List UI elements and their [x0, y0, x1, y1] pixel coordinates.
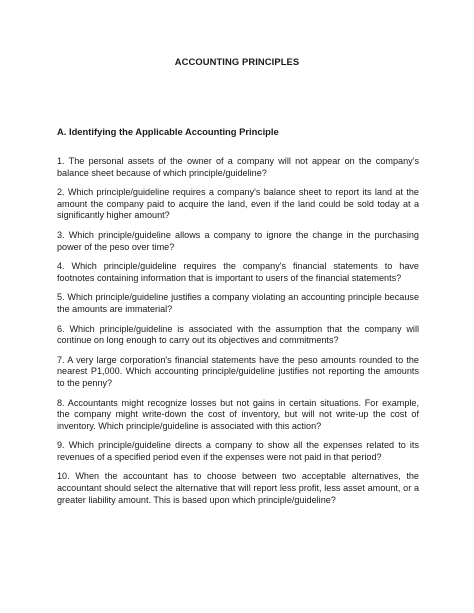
question-3: 3. Which principle/guideline allows a company to ignore the change in the purchasing power of the peso over time?	[57, 229, 419, 252]
document-title: ACCOUNTING PRINCIPLES	[174, 56, 300, 67]
section-heading: A. Identifying the Applicable Accounting Principle	[57, 126, 279, 137]
question-1: 1. The personal assets of the owner of a company will not appear on the company's balance sheet because of which principle/guideline?	[57, 156, 419, 178]
question-5: 5. Which principle/guideline justifies a company violating an accounting principle because the amounts are immaterial?	[57, 292, 419, 314]
question-8: 8. Accountants might recognize losses but not gains in certain situations. For example, the company might write-down the cost of inventory, but will not write-up the cost of inventory. Which principle/guideline is associated with this action?	[57, 397, 419, 431]
question-9: 9. Which principle/guideline directs a company to show all the expenses related to its revenues of a specified period even if the expenses were not paid in that period?	[57, 440, 419, 462]
question-10: 10. When the accountant has to choose between two acceptable alternatives, the accountant should select the alternative that will report less profit, less asset amount, or a greater liability amount. This is based upon which principle/guideline?	[57, 471, 419, 505]
question-7: 7. A very large corporation's financial statements have the peso amounts rounded to the nearest P1,000. Which accounting principle/guideline justifies not reporting the amounts to the penny?	[57, 354, 419, 388]
question-4: 4. Which principle/guideline requires the company's financial statements to have footnotes containing information that is important to users of the financial statements?	[57, 261, 419, 283]
question-2: 2. Which principle/guideline requires a company's balance sheet to report its land at the amount the company paid to acquire the land, even if the land could be sold today at a significantly higher amount?	[57, 187, 419, 221]
question-list	[57, 156, 419, 514]
question-6: 6. Which principle/guideline is associated with the assumption that the company will continue on long enough to carry out its objectives and commitments?	[57, 323, 419, 346]
